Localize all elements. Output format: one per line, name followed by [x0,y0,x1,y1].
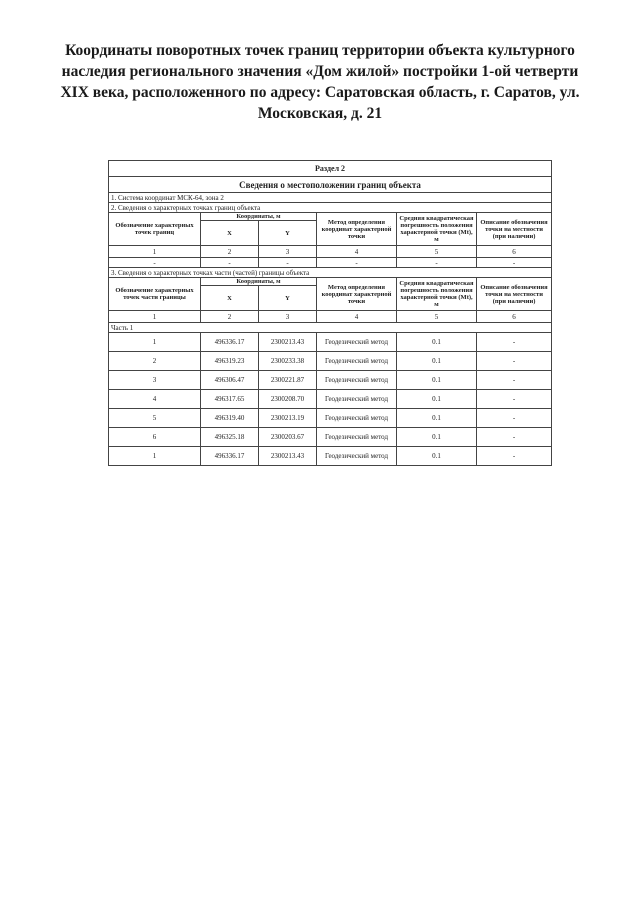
point-number-cell: 6 [109,428,201,447]
title-line-2: наследия регионального значения «Дом жилой» постройки 1-ой четверти [61,63,579,80]
description-cell: - [477,371,552,390]
method-cell: Геодезический метод [317,333,397,352]
boundary-table [108,160,552,466]
point-number-cell: 1 [109,333,201,352]
header-part-accuracy: Средняя квадратическая погрешность положения характерной точки (Mt), м [397,278,477,311]
header-accuracy: Средняя квадратическая погрешность положения характерной точки (Mt), м [397,213,477,246]
header-part-x: X [201,286,259,311]
accuracy-cell: 0.1 [397,390,477,409]
column-number: 3 [259,311,317,323]
method-cell: Геодезический метод [317,428,397,447]
x-coordinate-cell: 496317.65 [201,390,259,409]
column-number: 6 [477,246,552,258]
y-coordinate-cell: 2300213.43 [259,447,317,466]
point-number-cell: 5 [109,409,201,428]
coordinate-rows [109,333,552,466]
document-title [40,40,600,124]
description-cell: - [477,409,552,428]
method-cell: Геодезический метод [317,409,397,428]
table-row [109,428,552,447]
y-coordinate-cell: 2300213.19 [259,409,317,428]
description-cell: - [477,428,552,447]
x-coordinate-cell: 496336.17 [201,447,259,466]
accuracy-cell: 0.1 [397,371,477,390]
header-x: X [201,221,259,246]
accuracy-cell: 0.1 [397,428,477,447]
header-part-y: Y [259,286,317,311]
y-coordinate-cell: 2300213.43 [259,333,317,352]
point-number-cell: 1 [109,447,201,466]
header-description: Описание обозначения точки на местности (при наличии) [477,213,552,246]
coordinate-system: 1. Система координат МСК-64, зона 2 [109,193,552,203]
part-label: Часть 1 [109,323,552,333]
description-cell: - [477,352,552,371]
title-line-3: XIX века, расположенного по адресу: Саратовская область, г. Саратов, ул. [60,84,580,101]
description-cell: - [477,447,552,466]
column-number: 2 [201,311,259,323]
y-coordinate-cell: 2300233.38 [259,352,317,371]
column-numbers-row [109,246,552,258]
dash-cell: - [109,258,201,268]
boundary-table-sheet [108,160,551,466]
dash-cell: - [317,258,397,268]
point-number-cell: 4 [109,390,201,409]
dash-cell: - [397,258,477,268]
table-row [109,352,552,371]
column-number: 5 [397,311,477,323]
section-2-title: 2. Сведения о характерных точках границ объекта [109,203,552,213]
column-number: 4 [317,311,397,323]
title-line-4: Московская, д. 21 [257,105,383,122]
header-y: Y [259,221,317,246]
header-part-method: Метод определения координат характерной точки [317,278,397,311]
point-number-cell: 2 [109,352,201,371]
dash-cell: - [201,258,259,268]
method-cell: Геодезический метод [317,371,397,390]
description-cell: - [477,333,552,352]
header-coordinates: Координаты, м [201,213,317,221]
x-coordinate-cell: 496319.40 [201,409,259,428]
x-coordinate-cell: 496336.17 [201,333,259,352]
column-number: 6 [477,311,552,323]
table-row [109,333,552,352]
y-coordinate-cell: 2300208.70 [259,390,317,409]
column-number: 3 [259,246,317,258]
column-number: 4 [317,246,397,258]
accuracy-cell: 0.1 [397,447,477,466]
description-cell: - [477,390,552,409]
header-part-point: Обозначение характерных точек части границы [109,278,201,311]
point-number-cell: 3 [109,371,201,390]
header-part-description: Описание обозначения точки на местности (при наличии) [477,278,552,311]
dash-cell: - [259,258,317,268]
table-row [109,409,552,428]
x-coordinate-cell: 496319.23 [201,352,259,371]
column-number: 2 [201,246,259,258]
column-numbers-row [109,311,552,323]
x-coordinate-cell: 496325.18 [201,428,259,447]
y-coordinate-cell: 2300203.67 [259,428,317,447]
method-cell: Геодезический метод [317,390,397,409]
column-number: 5 [397,246,477,258]
title-line-1: Координаты поворотных точек границ территории объекта культурного [65,42,575,59]
method-cell: Геодезический метод [317,447,397,466]
header-point: Обозначение характерных точек границ [109,213,201,246]
y-coordinate-cell: 2300221.87 [259,371,317,390]
column-number: 1 [109,311,201,323]
header-method: Метод определения координат характерной точки [317,213,397,246]
accuracy-cell: 0.1 [397,333,477,352]
accuracy-cell: 0.1 [397,409,477,428]
table-row [109,447,552,466]
table-subtitle: Сведения о местоположении границ объекта [109,177,552,193]
section-title: Раздел 2 [109,161,552,177]
empty-row [109,258,552,268]
column-number: 1 [109,246,201,258]
dash-cell: - [477,258,552,268]
method-cell: Геодезический метод [317,352,397,371]
header-part-coordinates: Координаты, м [201,278,317,286]
x-coordinate-cell: 496306.47 [201,371,259,390]
table-row [109,390,552,409]
accuracy-cell: 0.1 [397,352,477,371]
section-3-title: 3. Сведения о характерных точках части (частей) границы объекта [109,268,552,278]
table-row [109,371,552,390]
